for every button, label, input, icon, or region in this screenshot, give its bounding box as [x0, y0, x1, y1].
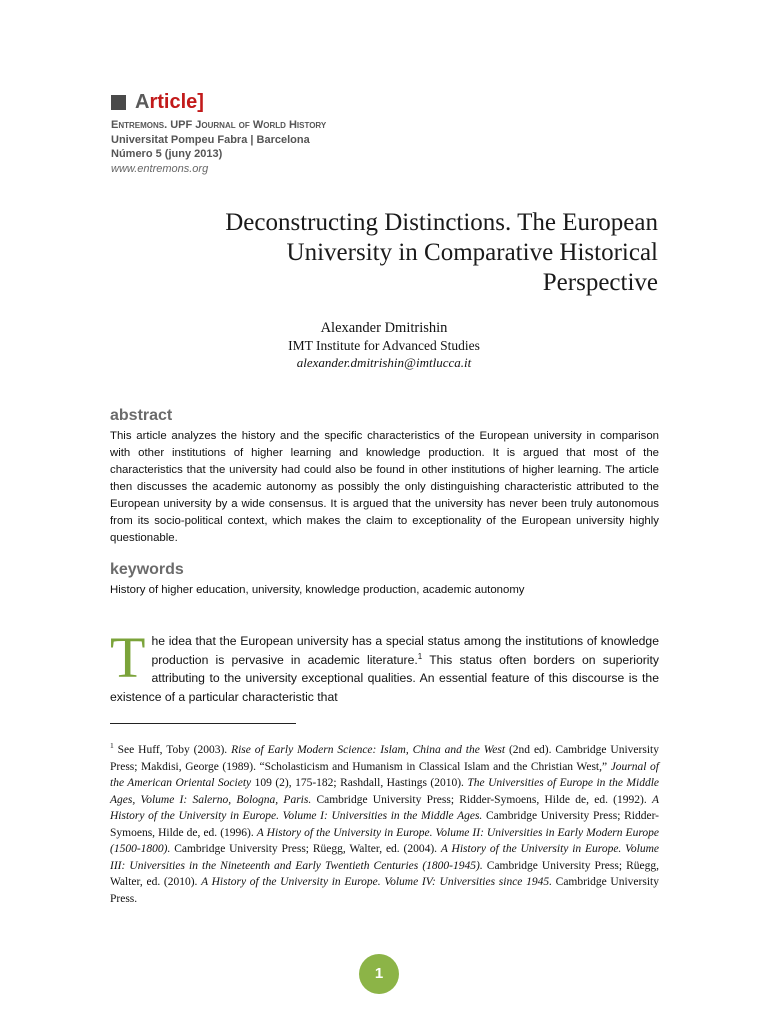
abstract-heading: abstract [110, 407, 173, 424]
author-name-text: Alexander Dmitrishin [320, 320, 448, 336]
footnote-divider [110, 723, 296, 724]
footnote-reference[interactable]: 1 [417, 651, 423, 661]
footnote-text [110, 744, 659, 905]
footnote [110, 742, 659, 907]
drop-cap: T [110, 625, 146, 690]
body-text-start: he idea that the European university has a special status among the institutions of knowledge production is pervasive in academic literature. [151, 634, 659, 667]
journal-name: Entremons. UPF Journal of World History [111, 119, 327, 131]
footnote-citation-title: Journal of the American Oriental Society [110, 760, 659, 789]
footnote-citation-title: A History of the University in Europe. Volume IV: Universities since 1945. [201, 876, 552, 888]
article-tag-first-letter: A [135, 91, 150, 113]
footnote-citation-text: See Huff, Toby (2003). [113, 744, 232, 756]
title-line: Perspective [542, 269, 658, 296]
footnote-citation-text: Cambridge University Press; Ridder-Symoens, Hilde de, ed. (1996). [110, 810, 659, 839]
footnote-citation-text: Cambridge University Press. [110, 876, 659, 905]
author-email: alexander.dmitrishin@imtlucca.it [296, 355, 472, 370]
footnote-citation-text: (2nd ed). Cambridge University Press; Makdisi, George (1989). “Scholasticism and Humanism in Classical Islam and the Christian West,” [110, 744, 659, 773]
keywords-heading: keywords [110, 561, 184, 578]
footnote-citation-title: A History of the University in Europe. Volume I: Universities in the Middle Ages. [110, 793, 659, 822]
title-line: University in Comparative Historical [286, 239, 658, 266]
footnote-citation-text: Cambridge University Press; Rüegg, Walter, ed. (2004). [170, 843, 441, 855]
title-line: Deconstructing Distinctions. The European [225, 209, 658, 236]
square-bullet-icon [111, 95, 126, 110]
footnote-citation-title: The Universities of Europe in the Middle Ages, Volume I: Salerno, Bologna, Paris. [110, 777, 659, 806]
article-title [98, 208, 658, 298]
article-tag [111, 90, 511, 114]
body-paragraph [110, 625, 659, 706]
footnote-citation-text: Cambridge University Press; Ridder-Symoens, Hilde de, ed. (1992). [311, 793, 652, 806]
journal-university: Universitat Pompeu Fabra | Barcelona [111, 133, 310, 146]
footnote-citation-title: A History of the University in Europe. Volume II: Universities in Early Modern Europe (1500-1800). [110, 826, 659, 855]
footnote-citation-text: Cambridge University Press; Rüegg, Walter, ed. (2010). [110, 859, 659, 888]
author-block [0, 319, 768, 371]
journal-website: www.entremons.org [111, 162, 209, 175]
footnote-citation-text: 109 (2), 175-182; Rashdall, Hastings (2010). [251, 777, 468, 789]
article-tag-rest: rticle] [149, 91, 204, 113]
journal-header [111, 90, 511, 176]
footnote-number: 1 [110, 741, 114, 751]
footnote-citation-title: A History of the University in Europe. Volume III: Universities in the Nineteenth and Early Twentieth Centuries (1800-1945). [110, 843, 659, 872]
journal-issue: Número 5 (juny 2013) [111, 148, 223, 160]
author-name [0, 319, 768, 337]
author-affiliation: IMT Institute for Advanced Studies [288, 338, 480, 353]
keywords-text: History of higher education, university, knowledge production, academic autonomy [110, 584, 525, 596]
page-number: 1 [359, 954, 399, 994]
abstract-text: This article analyzes the history and the specific characteristics of the European university in comparison with other institutions of higher learning and knowledge production. It is argued that most of the characteristics that the university had could also be found in other institutions of higher learning. The article then discusses the academic autonomy as possibly the only distinguishing characteristic attributed to the European university by a wide consensus. It is argued that the university has never been truly autonomous from its socio-political context, which makes the claim to exceptionality of the European university highly questionable. [110, 430, 659, 544]
body-text-end: This status often borders on superiority attributing to the university exceptional qualities. An essential feature of this discourse is the existence of a particular characteristic that [110, 652, 659, 704]
footnote-citation-title: Rise of Early Modern Science: Islam, China and the West [231, 744, 506, 756]
